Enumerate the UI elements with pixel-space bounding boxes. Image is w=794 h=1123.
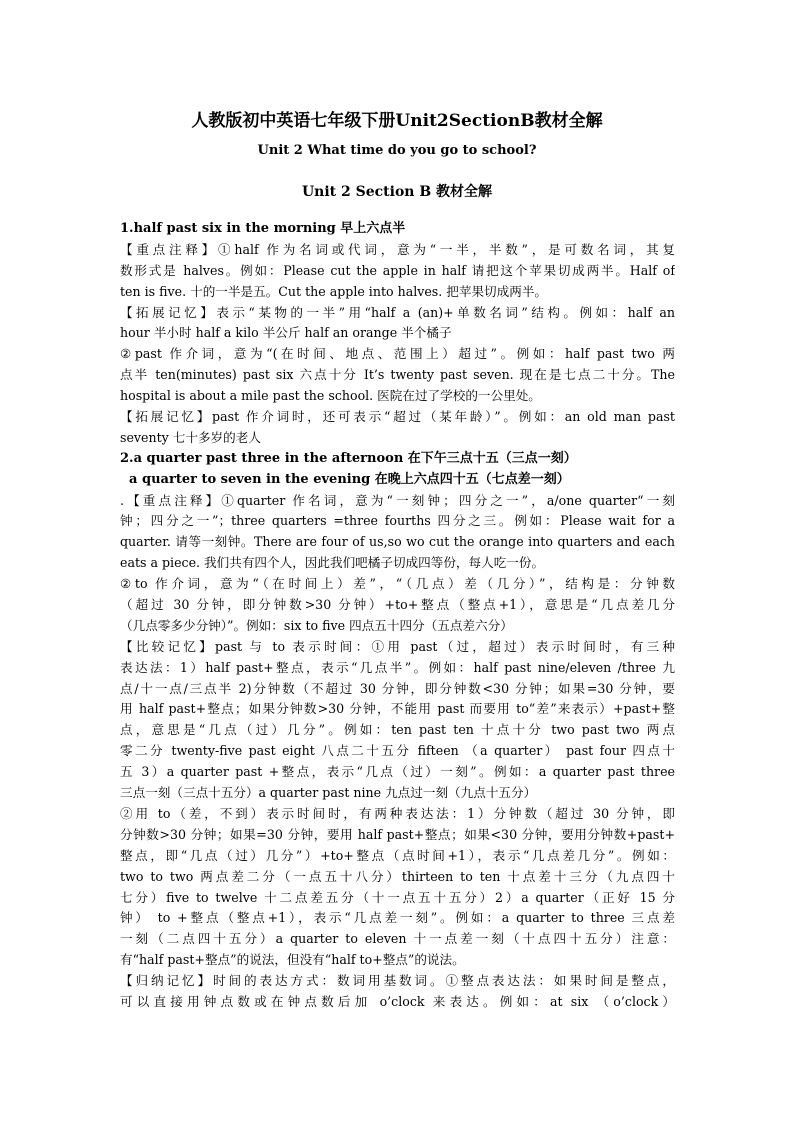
text-line: 钟；四分之一”；three quarters =three fourths 四分之三。例如：Please wait for a bbox=[120, 513, 675, 529]
section-title: Unit 2 Section B 教材全解 bbox=[301, 184, 493, 200]
text-line: 可以直接用钟点数或在钟点数后加 o’clock 来表达。例如：at six （o’clock） bbox=[120, 993, 675, 1009]
text-line: 【拓展记忆】表示“某物的一半”用“half a (an)+单数名词”结构。例如：half an bbox=[120, 304, 675, 320]
text-line: ten is five. 十的一半是五。Cut the apple into halves. 把苹果切成两半。 bbox=[120, 283, 548, 299]
text-line: 分钟数>30 分钟；如果=30 分钟，要用 half past+整点；如果<30 分钟，要用分钟数+past+ bbox=[120, 826, 675, 842]
text-line: 【比较记忆】past 与 to 表示时间：①用 past（过，超过）表示时间时，有三种 bbox=[120, 638, 675, 654]
text-line: 点半 ten(minutes) past six 六点十分 It’s twenty past seven. 现在是七点二十分。The bbox=[120, 367, 675, 383]
point-2-heading: 2.a quarter past three in the afternoon 在下午三点十五（三点一刻） bbox=[120, 450, 577, 466]
text-line: 【重点注释】①half 作为名词或代词，意为“一半，半数”，是可数名词，其复 bbox=[120, 241, 675, 257]
text-line: 三点一刻（三点十五分）a quarter past nine 九点过一刻（九点十五分） bbox=[120, 785, 537, 801]
text-line: 表达法：1）half past+整点，表示“几点半”。例如：half past nine/eleven /three 九 bbox=[120, 659, 675, 675]
text-line: 点/十一点/三点半 2)分钟数（不超过 30 分钟，即分钟数<30 分钟；如果=30 分钟，要 bbox=[120, 680, 675, 696]
text-line: 钟） to +整点（整点+1），表示“几点差一刻”。例如：a quarter to three 三点差 bbox=[120, 910, 675, 926]
text-line: （几点零多少分钟）”。例如：six to five 四点五十四分（五点差六分） bbox=[120, 617, 513, 633]
text-line: ②to 作介词，意为“（在时间上）差”，“（几点）差（几分）”，结构是：分钟数 bbox=[120, 576, 675, 592]
text-line: 有“half past+整点”的说法，但没有“half to+整点”的说法。 bbox=[120, 952, 465, 968]
text-line: 点，意思是“几点（过）几分”。例如：ten past ten 十点十分 two past two 两点 bbox=[120, 722, 675, 738]
text-line: 零二分 twenty-five past eight 八点二十五分 fifteen （a quarter） past four 四点十 bbox=[120, 743, 675, 759]
text-line: 五 3）a quarter past +整点，表示“几点（过）一刻”。例如：a quarter past three bbox=[120, 764, 675, 780]
text-line: hospital is about a mile past the school. 医院在过了学校的一公里处。 bbox=[120, 388, 541, 404]
text-line: two to two 两点差二分（一点五十八分）thirteen to ten 十点差十三分（九点四十 bbox=[120, 868, 675, 884]
unit-subtitle: Unit 2 What time do you go to school? bbox=[257, 143, 537, 158]
text-line: quarter. 请等一刻钟。There are four of us,so wo cut the orange into quarters and each bbox=[120, 534, 675, 550]
point-1-heading: 1.half past six in the morning 早上六点半 bbox=[120, 221, 406, 236]
text-line: eats a piece. 我们共有四个人，因此我们吧橘子切成四等份，每人吃一份。 bbox=[120, 555, 545, 571]
text-line: 一刻（二点四十五分）a quarter to eleven 十一点差一刻（十点四十五分）注意： bbox=[120, 931, 675, 947]
text-line: 【拓展记忆】past 作介词时，还可表示“超过（某年龄）”。例如：an old man past bbox=[120, 409, 675, 425]
text-line: （超过 30 分钟，即分钟数>30 分钟）+to+整点（整点+1），意思是“几点差几分 bbox=[120, 597, 675, 613]
text-line: 用 half past+整点；如果分钟数>30 分钟，不能用 past 而要用 to“差”来表示）+past+整 bbox=[120, 701, 675, 717]
text-line: hour 半小时 half a kilo 半公斤 half an orange 半个橘子 bbox=[120, 325, 452, 341]
point-2-heading-line-2: a quarter to seven in the evening 在晚上六点四十五（七点差一刻） bbox=[120, 471, 570, 487]
document-title: 人教版初中英语七年级下册Unit2SectionB教材全解 bbox=[191, 111, 603, 131]
text-line: 整点，即“几点（过）几分”）+to+整点（点时间+1），表示“几点差几分”。例如： bbox=[120, 847, 675, 863]
text-line: 【归纳记忆】时间的表达方式：数词用基数词。①整点表达法：如果时间是整点， bbox=[120, 973, 675, 989]
text-line: 七分）five to twelve 十二点差五分（十一点五十五分）2）a quarter（正好 15 分 bbox=[120, 889, 675, 905]
text-line: .【重点注释】①quarter 作名词，意为“一刻钟；四分之一”，a/one quarter“一刻 bbox=[120, 492, 675, 508]
text-line: 数形式是 halves。例如：Please cut the apple in half 请把这个苹果切成两半。Half of bbox=[120, 262, 675, 278]
text-line: ②用 to（差，不到）表示时间时，有两种表达法：1）分钟数（超过 30 分钟，即 bbox=[120, 805, 675, 821]
text-line: ②past 作介词，意为“(在时间、地点、范围上）超过”。例如：half past two 两 bbox=[120, 346, 675, 362]
text-line: seventy 七十多岁的老人 bbox=[120, 429, 261, 445]
document-body bbox=[120, 219, 675, 1013]
